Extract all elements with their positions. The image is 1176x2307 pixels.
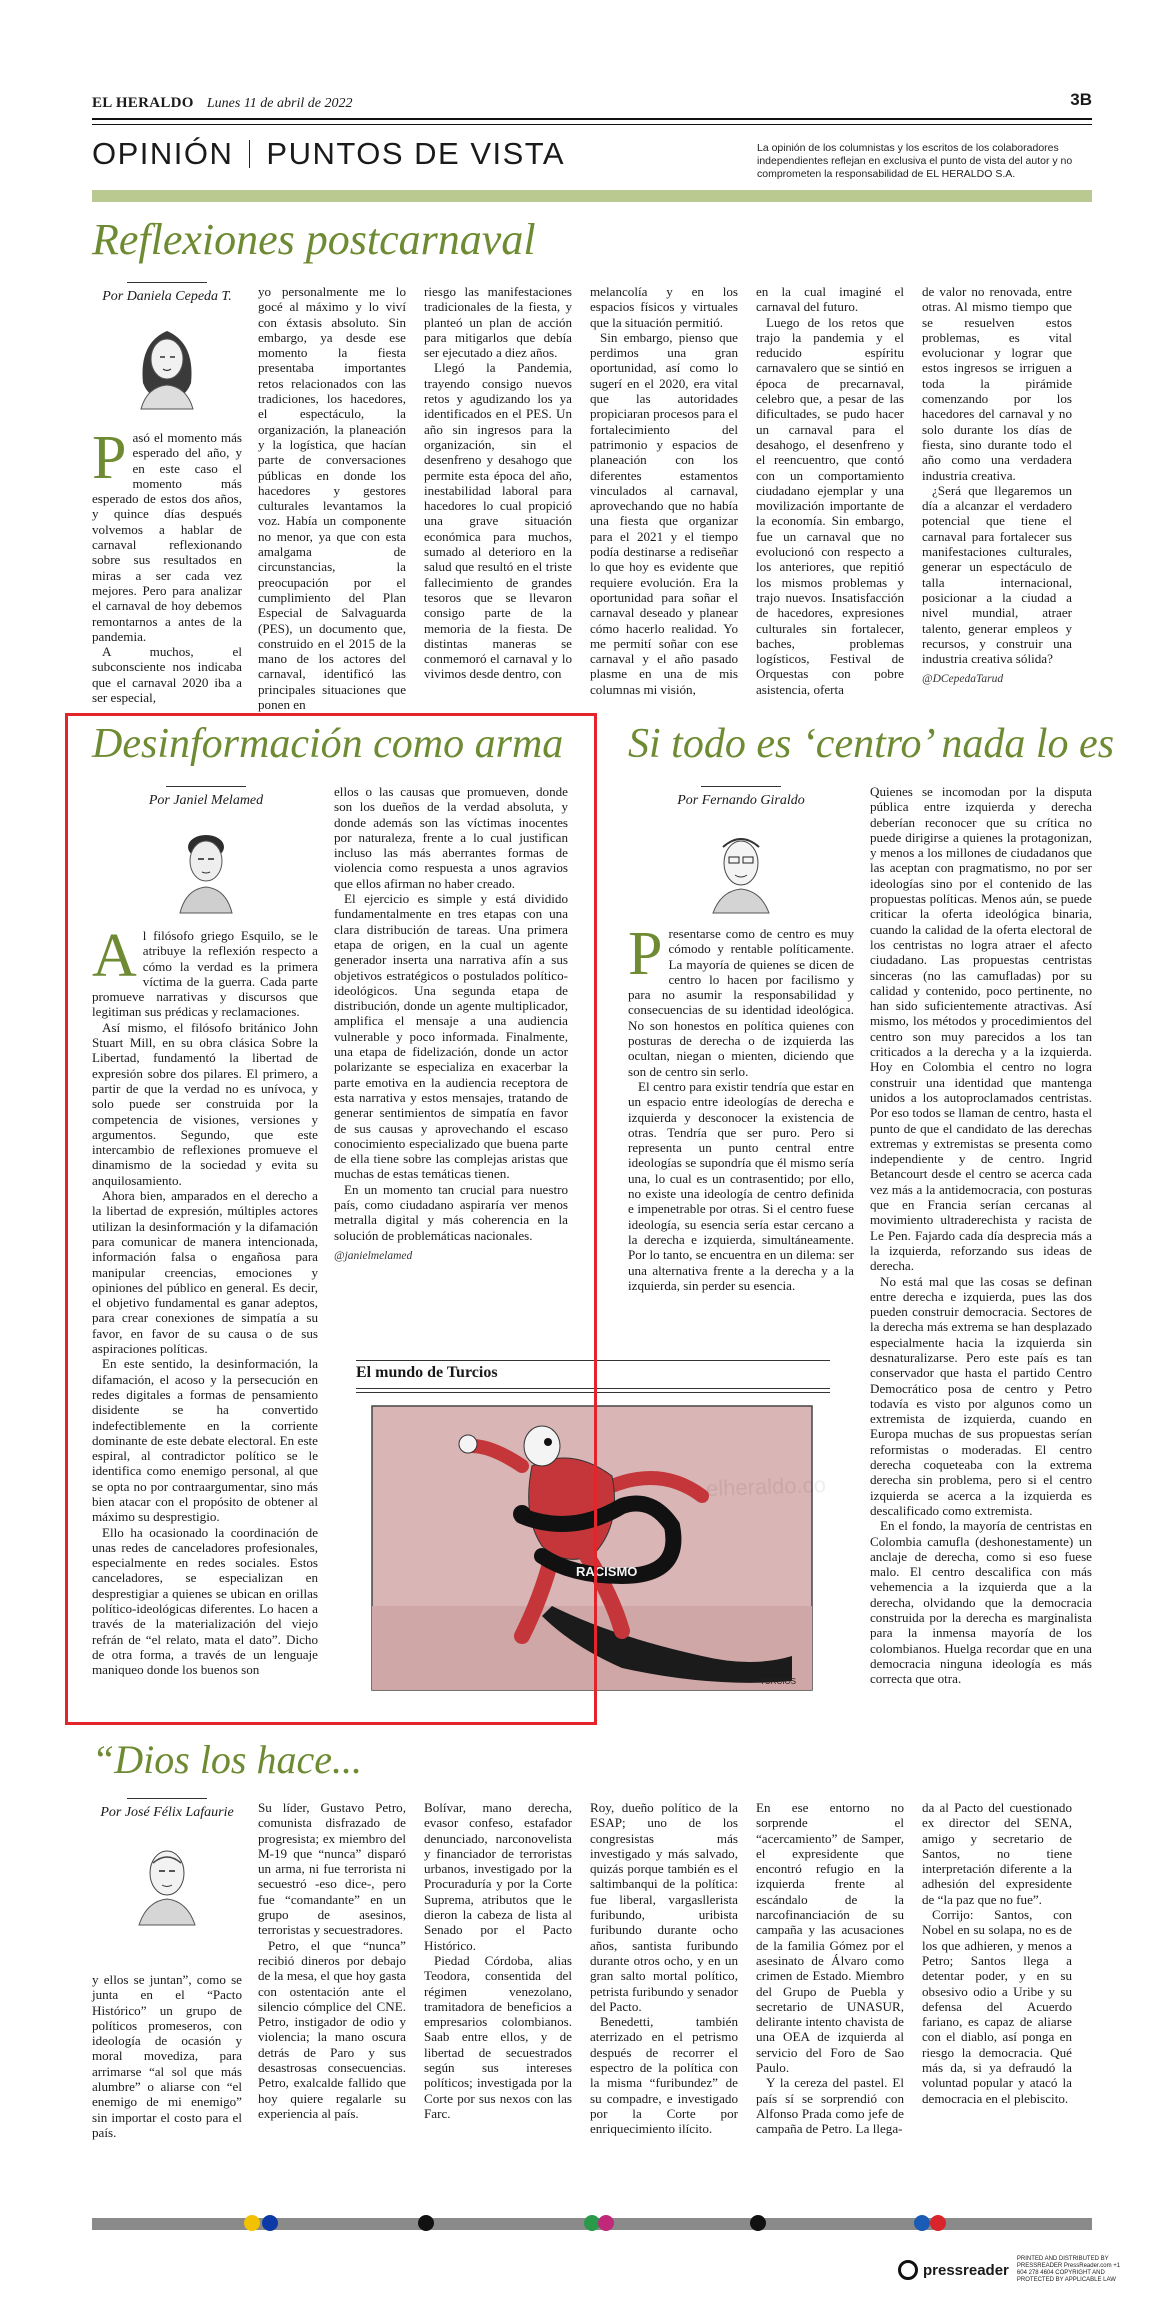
subsection-title: PUNTOS DE VISTA <box>266 136 566 171</box>
article3-byline: Por Fernando Giraldo <box>677 793 805 808</box>
article1-byline-block <box>92 282 242 413</box>
article4-column-2 <box>258 1800 406 2208</box>
article3-column-1 <box>628 920 854 1716</box>
color-dot <box>418 2215 434 2231</box>
article4-paragraph: Su líder, Gustavo Petro, comunista disfrazado de progresista; ex miembro del M-19 que “nunca” disparó un arma, ni fue terrorista ni secuestró -eso dice-, pero fue “comandante” en un grupo de asesinos, terroristas y secuestradores. <box>258 1800 406 1938</box>
cartoon-artist: TURCIOS <box>760 1677 796 1686</box>
article4-byline-block <box>92 1798 242 1929</box>
article4-paragraph: Y la cereza del pastel. El país sí se sorprendió con Alfonso Prada como jefe de campaña de Petro. La llega- <box>756 2075 904 2137</box>
color-dot <box>244 2215 260 2231</box>
article1-headline: Reflexiones postcarnaval <box>92 215 536 264</box>
section-title: OPINIÓN <box>92 136 234 171</box>
article4-paragraph: Piedad Córdoba, alias Teodora, consentida del régimen venezolano, tramitadora de beneficios a empresarios colombianos. Saab entre ellos, y de libertad de secuestrados según sus intereses políticos; investigada por la Corte por sus nexos con las Farc. <box>424 1952 572 2121</box>
article2-signature: @janielmelamed <box>334 1249 413 1262</box>
article4-column-1 <box>92 1972 242 2208</box>
article2-column-1 <box>92 922 318 1714</box>
byline-rule <box>701 786 781 787</box>
article4-byline: Por José Félix Lafaurie <box>100 1805 234 1820</box>
watermark: elheraldo.co <box>705 1471 827 1502</box>
color-dot <box>750 2215 766 2231</box>
article3-paragraph: No está mal que las cosas se definan entre derecha e izquierda, pues las dos pueden construir democracia. Sectores de la derecha más extrema se han desplazado especialmente hacia la izquierda sin desnaturalizarse. Pero este país es tan conservador que hasta el partido Centro Democrático posa de centro y Petro todavía es visto por algunos como un extremista de izquierda, cuando en Europa muchas de sus propuestas serían reformistas o moderadas. El centro derecha coqueteaba con la extrema derecha sin problema, pero si el centro izquierda se acerca a la izquierda es descalificado como extremista. <box>870 1273 1092 1518</box>
article2-paragraph: Ello ha ocasionado la coordinación de unas redes de canceladores profesionales, especialmente en redes sociales. Estos canceladores, se especializan en desprestigiar a quienes se ubican en orillas político-ideológicas diferentes. Lo hacen a través de la materialización del viejo refrán de “el relato, mata el dato”. Dicho de otra forma, a través de un lenguaje maniqueo donde los buenos son <box>92 1524 318 1678</box>
article4-paragraph: Petro, el que “nunca” recibió dineros por debajo de la mesa, el que hoy gasta con ostentación ante el silencio cómplice del CNE. Petro, instigador de odio y violencia; la mano oscura detrás de Paro y sus desastrosas consecuencias. Petro, exalcalde fallido que hoy quiere regalarle su experiencia al país. <box>258 1937 406 2121</box>
byline-rule <box>127 1798 207 1799</box>
masthead <box>92 92 1092 120</box>
article4-paragraph: Benedetti, también aterrizado en el petrismo después de recorrer el espectro de la política con la misma “furibundez” de su compadre, e investigado por la Corte por enriquecimiento ilícito. <box>590 2014 738 2137</box>
article2-paragraph: Ahora bien, amparados en el derecho a la libertad de expresión, múltiples actores utilizan la desinformación y la difamación para comunicar de manera intencionada, información falsa o engañosa para manipular creencias, emociones y opiniones del público en general. Es decir, el objetivo fundamental es ganar adeptos, para crear conexiones de simpatía a su favor, en favor de su causa o de sus aspiraciones políticas. <box>92 1188 318 1357</box>
article2-paragraph: Así mismo, el filósofo británico John Stuart Mill, en su obra clásica Sobre la Libertad, fundamentó la libertad de expresión sobre dos pilares. El primero, a partir de que la verdad no es unívoca, y solo puede ser construida por la competencia de visiones, versiones y argumentos. Segundo, que este intercambio de reflexiones promueve el dinamismo de la sociedad y evita su anquilosamiento. <box>92 1019 318 1188</box>
pressreader-logo-icon <box>898 2260 918 2280</box>
byline-rule <box>127 282 207 283</box>
article2-paragraph: En este sentido, la desinformación, la difamación, el acoso y la persecución en redes digitales a formas de pensamiento disidente se ha convertido indefectiblemente en la corriente dominante de este debate electoral. En este espiral, al contradictor político se le identifica como enemigo personal, al que se opta no por contraargumentar, sino más bien atacar con el propósito de obtener al máximo su desprestigio. <box>92 1356 318 1525</box>
article4-paragraph: da al Pacto del cuestionado ex director del SENA, amigo y secretario de Santos, no tiene interpretación diferente a la adhesión del expresidente de “la paz que no fue”. <box>922 1800 1072 1907</box>
article1-paragraph: melancolía y en los espacios físicos y virtuales que la situación permitió. <box>590 284 738 330</box>
author-portrait-giraldo <box>701 817 781 913</box>
article3-dropcap: P <box>628 920 663 988</box>
article4-paragraph: Corrijo: Santos, con Nobel en su solapa, no es de los que adhieren, y menos a Petro; Santos llega a detentar poder, y en su obsesivo odio a Uribe y su defensa del Acuerdo fariano, es capaz de aliarse con el diablo, así ponga en riesgo la democracia. Qué más da, si ya defraudó la voluntad popular y atacó la democracia en el plebiscito. <box>922 1907 1072 2106</box>
article4-column-5 <box>756 1800 904 2208</box>
author-portrait-melamed <box>166 817 246 913</box>
article1-column-4 <box>590 284 738 697</box>
article3-paragraph: Quienes se incomodan por la disputa pública entre izquierda y derecha deberían reconocer que su crítica no puede dirigirse a quienes la protagonizan, y menos a los millones de ciudadanos que las aceptan con pragmatismo, no por ser ideologías sino por el contenido de las propuestas políticas. Menos aún, se puede criticar la oferta ideológica binaria, cuando la calidad de la oferta electoral de los centristas no logra atraer el afecto ciudadano. Las propuestas centristas sinceras (no las camufladas) por su calidad y contenido, poco pertinente, no han sido suficientemente atractivas. Así mismo, los métodos y procedimientos del centro son muy parecidos a los tan criticados a la derecha y a la izquierda. Hoy en Colombia el centro no logra construir una identidad que mantenga unidos a los autoproclamados centristas. Por eso todos se llaman de centro, hasta el punto de que el candidato de las derechas extremas y extremistas se presenta como independiente y de centro. Ingrid Betancourt desde el centro se acerca cada vez más a la antidemocracia, con posturas que en Francia serían cercanas al movimiento ultraderechista y racista de Le Pen. Fajardo cada día desprecia más a la izquierda, reforzando sus ideas de derecha. <box>870 784 1092 1274</box>
author-portrait-lafaurie <box>127 1829 207 1925</box>
article3-paragraph: resentarse como de centro es muy cómodo y rentable políticamente. La mayoría de quienes se dicen de centro lo hacen por facilismo y para no asumir la responsabilidad y consecuencias de su identidad ideológica. No son honestos en política quienes con posturas de derecha o de izquierda las ocultan, niegan o mienten, diciendo que son de centro sin serlo. <box>628 926 854 1079</box>
article1-paragraph: Llegó la Pandemia, trayendo consigo nuevos retos y agudizando los ya identificados en el PES. Un año sin ingresos para la organización, sin el desenfreno y desahogo que permite esta época del año, inestabilidad laboral para hacedores lo cual propició una grave situación económica para muchos, sumado al deterioro en la salud que resultó en el triste fallecimiento de grandes tesoros que se llevaron consigo parte de la memoria de la fiesta. De distintas maneras se conmemoró el carnaval y lo vivimos desde dentro, con <box>424 360 572 682</box>
article3-headline: Si todo es ‘centro’ nada lo es <box>628 721 1115 767</box>
article1-paragraph: Luego de los retos que trajo la pandemia y el reducido espíritu carnavalero que se sintió en época de precarnaval, celebro que, a pesar de las dificultades, se pudo hacer un carnaval para el desahogo, el desenfreno y el reencuentro, que contó con un comportamiento ciudadano ejemplar y una movilización importante de la economía. Sin embargo, fue un carnaval que no evolucionó con respecto a los anteriores, que repitió los mismos problemas y trajo nuevos. Insatisfacción de hacedores, expresiones culturales sin fortalecer, baches, problemas logísticos, Festival de Orquestas con pobre asistencia, oferta <box>756 314 904 697</box>
article3-column-2 <box>870 784 1092 1716</box>
pressreader-badge <box>898 2256 1129 2284</box>
article1-byline: Por Daniela Cepeda T. <box>102 289 232 304</box>
article1-column-5 <box>756 284 904 697</box>
article3-paragraph: En el fondo, la mayoría de centristas en Colombia camufla (deshonestamente) un anclaje de derecha, como si eso fuese malo. El centro descalifica con más vehemencia a la izquierda que a la derecha, olvidando que la democracia construida por la derecha es marginalista para la inmensa mayoría de los colombianos. Huelga recordar que en una democracia ninguna ideología es más correcta que otra. <box>870 1518 1092 1687</box>
article2-paragraph: l filósofo griego Esquilo, se le atribuye la reflexión respecto a cómo la verdad es la primera víctima de la guerra. Cada parte promueve narrativas y discursos que legitiman sus prédicas y reclamaciones. <box>92 928 318 1020</box>
article1-paragraph: en la cual imaginé el carnaval del futuro. <box>756 284 904 315</box>
article1-paragraph: de valor no renovada, entre otras. Al mismo tiempo que se resuelven estos problemas, es vital evolucionar y lograr que estos ingresos se irriguen a toda la pirámide comenzando por los hacedores del carnaval y no solo durante los días de fiesta, sino durante todo el año como una verdadera industria creativa. <box>922 284 1072 483</box>
article1-paragraph: asó el momento más esperado del año, y en este caso el momento más esperado de estos dos años, y quince días después volvemos a hablar de carnaval reflexionando sobre sus resultados en miras a ser cada vez mejores. Pero para analizar el carnaval de hoy debemos remontarnos a antes de la pandemia. <box>92 430 242 644</box>
pressreader-name: pressreader <box>923 2261 1009 2279</box>
article4-column-3 <box>424 1800 572 2208</box>
article4-headline: “Dios los hace... <box>92 1737 362 1782</box>
section-header <box>92 136 1092 186</box>
article4-column-4 <box>590 1800 738 2208</box>
article3-byline-block <box>628 786 854 917</box>
article2-paragraph: ellos o las causas que promueven, donde son los dueños de la verdad absoluta, y donde además son las víctimas inocentes por naturaleza, frente a lo cual justifican incluso las más aberrantes formas de violencia como respuesta a unos agravios que ellos afirman no haber creado. <box>334 784 568 891</box>
byline-rule <box>166 786 246 787</box>
article1-paragraph: ¿Será que llegaremos un día a alcanzar el verdadero potencial que tiene el carnaval para fortalecer sus manifestaciones culturales, generar un espectáculo de talla internacional, posicionar a la ciudad a nivel mundial, atraer talento, generar empleos y recursos, y construir una industria creativa sólida? <box>922 482 1072 667</box>
cartoon-caption: RACISMO <box>576 1564 638 1579</box>
article1-paragraph: A muchos, el subconsciente nos indicaba que el carnaval 2020 iba a ser especial, <box>92 644 242 706</box>
article2-byline-block <box>96 786 316 917</box>
article2-paragraph: El ejercicio es simple y está dividido fundamentalmente en tres etapas con una clara distribución de tareas. Una primera etapa de origen, en la cual un agente generador inserta una narrativa afín a sus objetivos estratégicos o postulados político-ideológicos. Una segunda etapa de distribución, donde un agente multiplicador, amplifica el mensaje a una audiencia vulnerable y poco informada. Finalmente, una etapa de fidelización, donde un actor polarizante se especializa en exacerbar la parte emotiva en la audiencia receptora de esta narrativa y estos mensajes, tratando de generar sentimientos de simpatía en favor de sus causas y aprovechando el escaso conocimiento especializado que buena parte de ella tiene sobre las complejas aristas que muchas de estas temáticas tienen. <box>334 891 568 1182</box>
article2-byline: Por Janiel Melamed <box>148 793 264 808</box>
article1-column-1 <box>92 424 242 706</box>
article4-paragraph: Bolívar, mano derecha, evasor confeso, estafador denunciado, narconovelista y financiador de terroristas urbanos, investigado por la Procuraduría y por la Corte Suprema, atributos que le dieron la cabeza de lista al Senado por el Pacto Histórico. <box>424 1800 572 1953</box>
article2-dropcap: A <box>92 922 137 990</box>
article4-paragraph: En ese entorno no sorprende el “acercamiento” de Samper, el expresidente que encontró refugio en la izquierda frente al escándalo de la narcofinanciación de su campaña y las acusaciones de la familia Gómez por el asesinato de Álvaro como crimen de Estado. Miembro del Grupo de Puebla y secretario de UNASUR, delirante intento chavista de una OEA de izquierda al servicio del Foro de Sao Paulo. <box>756 1800 904 2076</box>
article2-paragraph: En un momento tan crucial para nuestro país, como ciudadano aspiraría ver menos metralla digital y más coherencia en la solución de problemáticas nacionales. <box>334 1181 568 1243</box>
article3-paragraph: El centro para existir tendría que estar en un espacio entre ideologías de derecha e izquierda y desconocer la existencia de otras. Tendría que ser puro. Pero si representa un punto central entre ideologías se supondría que él mismo sería una, lo cual es un contrasentido; por ello, no existe una ideología de centro definida e impenetrable por otras. Si el centro fuese ideología, su esencia sería estar cercano a la derecha e izquierda, simultáneamente. Por lo tanto, se encuentra en un dilema: ser una alternativa frente a la derecha y a la izquierda, sin perder su esencia. <box>628 1078 854 1293</box>
article4-paragraph: Roy, dueño político de la ESAP; uno de los congresistas más investigado y más salvado, quizás porque también es el saltimbanqui de la política: fue liberal, vargasllerista furibundo, uribista furibundo durante ocho años, santista furibundo durante otros ocho, y en un gran salto mortal político, petrista furibundo y senador del Pacto. <box>590 1800 738 2014</box>
article4-column-6 <box>922 1800 1072 2208</box>
masthead-rule <box>92 118 1092 120</box>
color-dot <box>598 2215 614 2231</box>
pressreader-fineprint: PRINTED AND DISTRIBUTED BY PRESSREADER PressReader.com +1 604 278 4604 COPYRIGHT AND PROTECTED BY APPLICABLE LAW <box>1016 2256 1121 2283</box>
article1-column-2 <box>258 284 406 713</box>
author-portrait-cepeda <box>127 313 207 409</box>
issue-date: Lunes 11 de abril de 2022 <box>206 96 353 111</box>
article1-signature: @DCepedaTarud <box>922 673 1004 686</box>
disclaimer: La opinión de los columnistas y los escritos de los colaboradores independientes reflejan en exclusiva el punto de vista del autor y no comprometen la responsabilidad de EL HERALDO S.A. <box>757 142 1073 180</box>
article1-column-3 <box>424 284 572 692</box>
article2-headline: Desinformación como arma <box>92 721 564 767</box>
color-dot <box>914 2215 930 2231</box>
article1-column-6 <box>922 284 1072 692</box>
color-dot <box>930 2215 946 2231</box>
color-dot <box>262 2215 278 2231</box>
cartoon-title: El mundo de Turcios <box>356 1364 498 1381</box>
page-number: 3B <box>1070 90 1092 109</box>
article1-dropcap: P <box>92 424 127 492</box>
article1-paragraph: riesgo las manifestaciones tradicionales de la fiesta, y planteó un plan de acción para mitigarlos que debía ser ejecutado a diez años. <box>424 284 572 361</box>
article4-paragraph: y ellos se juntan”, como se junta en el “Pacto Histórico” un grupo de políticos promeseros, con ideología de ocasión y moral movediza, para arrimarse “al sol que más alumbre” o aliarse con “el enemigo de mi enemigo” sin importar el costo para el país. <box>92 1972 242 2140</box>
section-separator <box>249 140 250 168</box>
paper-name: EL HERALDO <box>92 95 194 111</box>
article1-paragraph: Sin embargo, pienso que perdimos una gran oportunidad, así como lo sugerí en el 2020, era vital que las autoridades propiciaran procesos para el fortalecimiento del patrimonio y espacios de planeación con los diferentes estamentos vinculados al carnaval, aprovechando que no había una fiesta que organizar para el 2021 y el tiempo podía destinarse a rediseñar lo que hoy es evidente que requiere evolución. Era la oportunidad para soñar el carnaval deseado y planear cómo hacerlo realidad. Yo me permití soñar con ese carnaval y el año pasado plasme en una de mis columnas mi visión, <box>590 329 738 697</box>
article2-column-2 <box>334 784 568 1356</box>
masthead-rule-thin <box>92 124 1092 125</box>
article1-paragraph: yo personalmente me lo gocé al máximo y lo viví con éxtasis absoluto. Sin embargo, ya desde ese momento la fiesta presentaba importantes retos relacionados con las tradiciones, los hacedores, el espectáculo, la organización, la planeación y la logística, que hacían parte de conversaciones públicas en donde los hacedores y gestores culturales levantamos la voz. Había un componente no menor, ya que con esta amalgama de circunstancias, la preocupación por el cumplimiento del Plan Especial de Salvaguarda (PES), un documento que, construido en el 2015 de la mano de los actores del carnaval, identificó las principales situaciones que ponen en <box>258 284 406 713</box>
section-color-bar <box>92 190 1092 202</box>
